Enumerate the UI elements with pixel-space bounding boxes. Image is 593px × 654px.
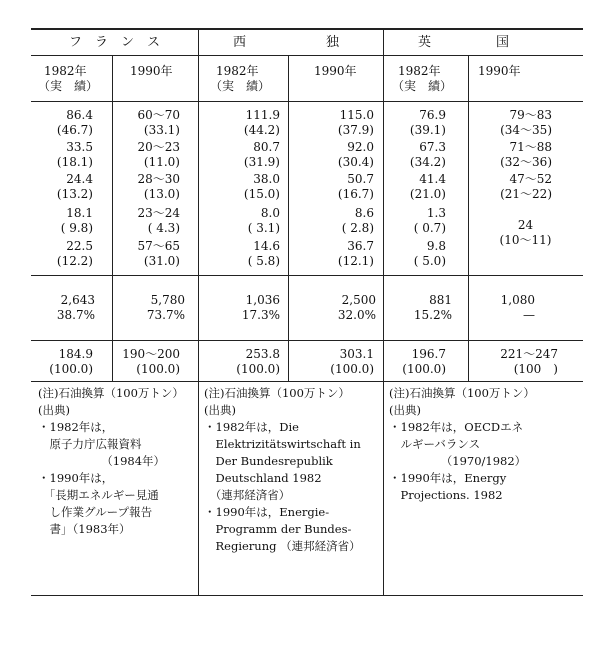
column-divider-france-inner xyxy=(112,56,113,381)
table-cell: 33.5 (18.1) xyxy=(56,140,93,169)
subheader-germany-1990: 1990年 xyxy=(314,64,357,78)
note-line: ルギーバランス xyxy=(389,437,481,451)
note-line: (出典) xyxy=(204,403,236,417)
subheader-rule xyxy=(31,101,583,102)
subheader-france-1990: 1990年 xyxy=(130,64,173,78)
table-bottom-rule xyxy=(31,595,583,596)
table-cell: 22.5 (12.2) xyxy=(56,239,93,268)
table-cell: 38.0 (15.0) xyxy=(243,172,280,201)
note-line: Regierung （連邦経済省） xyxy=(204,539,361,553)
table-cell: 221〜247 (100 ) xyxy=(500,347,558,376)
table-cell: 881 15.2% xyxy=(413,293,452,322)
subheader-germany-1982: 1982年 xyxy=(216,64,259,78)
note-line: ・1982年は，Die xyxy=(204,420,299,434)
table-cell: 190〜200 (100.0) xyxy=(122,347,180,376)
header-rule xyxy=(31,55,583,56)
table-cell: 47〜52 (21〜22) xyxy=(500,172,552,201)
note-line: Programm der Bundes- xyxy=(204,522,352,536)
table-cell: 80.7 (31.9) xyxy=(243,140,280,169)
note-line: (注)石油換算（100万トン） xyxy=(204,386,350,400)
note-line: (注)石油換算（100万トン） xyxy=(38,386,184,400)
note-line: ・1982年は， xyxy=(38,420,114,434)
subheader-france-1982: 1982年 xyxy=(44,64,87,78)
note-line: (出典) xyxy=(389,403,421,417)
header-uk-2: 国 xyxy=(496,35,510,50)
table-cell: 76.9 (39.1) xyxy=(409,108,446,137)
column-divider-germany-inner xyxy=(288,56,289,381)
header-france: フ ラ ン ス xyxy=(68,35,160,50)
note-line: （連邦経済省） xyxy=(204,488,291,502)
table-cell: 23〜24 ( 4.3) xyxy=(137,206,180,235)
note-line: 書」（1983年） xyxy=(38,522,131,536)
table-top-rule xyxy=(31,28,583,30)
column-divider-germany-uk xyxy=(383,28,384,595)
note-line: ・1982年は，OECDエネ xyxy=(389,420,524,434)
table-cell: 111.9 (44.2) xyxy=(243,108,280,137)
table-cell: 5,780 73.7% xyxy=(146,293,185,322)
note-line: 「長期エネルギー見通 xyxy=(38,488,159,502)
table-cell: 60〜70 (33.1) xyxy=(137,108,180,137)
note-line: (出典) xyxy=(38,403,70,417)
header-west-germany-2: 独 xyxy=(326,35,340,50)
note-line: （1984年） xyxy=(38,454,166,468)
table-cell: 196.7 (100.0) xyxy=(402,347,446,376)
table-cell: 115.0 (37.9) xyxy=(337,108,374,137)
table-cell: 14.6 ( 5.8) xyxy=(247,239,280,268)
notes-france xyxy=(38,385,184,538)
table-cell: 253.8 (100.0) xyxy=(236,347,280,376)
table-cell: 41.4 (21.0) xyxy=(409,172,446,201)
section-rule-1 xyxy=(31,275,583,276)
note-line: （1970/1982） xyxy=(389,454,527,468)
note-line: Der Bundesrepublik xyxy=(204,454,333,468)
table-cell: 1.3 ( 0.7) xyxy=(413,206,446,235)
notes-top-rule xyxy=(31,381,583,382)
section-rule-2 xyxy=(31,340,583,341)
note-line: し作業グループ報告 xyxy=(38,505,153,519)
table-cell: 8.0 ( 3.1) xyxy=(247,206,280,235)
table-cell: 36.7 (12.1) xyxy=(337,239,374,268)
subheader-uk-1990: 1990年 xyxy=(478,64,521,78)
table-cell: 86.4 (46.7) xyxy=(56,108,93,137)
note-line: Deutschland 1982 xyxy=(204,471,322,485)
subheader-france-actual: （実 績） xyxy=(38,79,99,93)
column-divider-france-germany xyxy=(198,28,199,595)
subheader-uk-1982: 1982年 xyxy=(398,64,441,78)
table-cell: 28〜30 (13.0) xyxy=(137,172,180,201)
header-uk-1: 英 xyxy=(418,35,432,50)
subheader-germany-actual: （実 績） xyxy=(210,79,271,93)
table-cell: 1,080 — xyxy=(500,293,535,322)
note-line: Projections. 1982 xyxy=(389,488,503,502)
table-cell: 18.1 ( 9.8) xyxy=(60,206,93,235)
table-cell: 20〜23 (11.0) xyxy=(137,140,180,169)
table-cell: 67.3 (34.2) xyxy=(409,140,446,169)
table-cell: 2,643 38.7% xyxy=(56,293,95,322)
table-cell: 57〜65 (31.0) xyxy=(137,239,180,268)
notes-uk xyxy=(389,385,535,504)
table-cell-merged: 24 (10〜11) xyxy=(499,218,552,247)
note-line: ・1990年は，Energie- xyxy=(204,505,330,519)
table-cell: 9.8 ( 5.0) xyxy=(413,239,446,268)
note-line: (注)石油換算（100万トン） xyxy=(389,386,535,400)
table-cell: 1,036 17.3% xyxy=(241,293,280,322)
table-cell: 2,500 32.0% xyxy=(337,293,376,322)
table-cell: 92.0 (30.4) xyxy=(337,140,374,169)
note-line: Elektrizitätswirtschaft in xyxy=(204,437,361,451)
table-cell: 8.6 ( 2.8) xyxy=(341,206,374,235)
table-cell: 50.7 (16.7) xyxy=(337,172,374,201)
table-cell: 24.4 (13.2) xyxy=(56,172,93,201)
note-line: ・1990年は， xyxy=(38,471,114,485)
table-cell: 79〜83 (34〜35) xyxy=(500,108,552,137)
notes-west-germany xyxy=(204,385,361,555)
table-cell: 184.9 (100.0) xyxy=(49,347,93,376)
table-cell: 303.1 (100.0) xyxy=(330,347,374,376)
subheader-uk-actual: （実 績） xyxy=(392,79,453,93)
table-cell: 71〜88 (32〜36) xyxy=(500,140,552,169)
note-line: ・1990年は，Energy xyxy=(389,471,507,485)
header-west-germany-1: 西 xyxy=(233,35,247,50)
note-line: 原子力庁広報資料 xyxy=(38,437,142,451)
